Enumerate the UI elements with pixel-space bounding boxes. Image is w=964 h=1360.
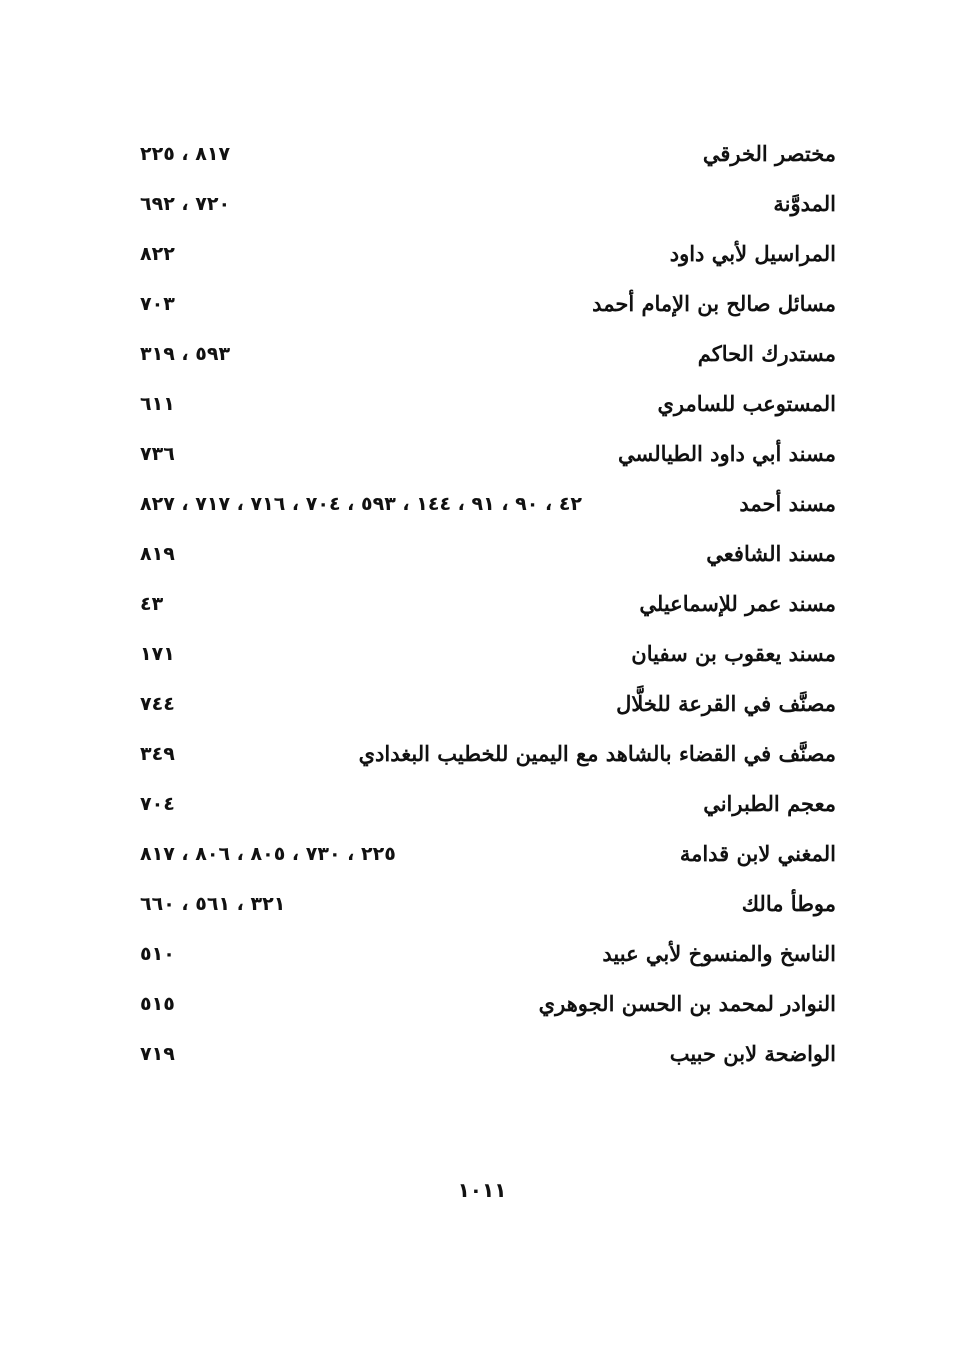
index-row: [140, 684, 836, 724]
index-row: [140, 184, 836, 224]
entry-pages: ٧٣٦: [140, 443, 175, 465]
entry-title: مصنَّف في القضاء بالشاهد مع اليمين للخطيب البغدادي: [358, 741, 836, 766]
index-row: [140, 734, 836, 774]
entry-pages: ٣٢١ ، ٥٦١ ، ٦٦٠: [140, 893, 286, 915]
entry-title: موطأ مالك: [741, 891, 836, 916]
entry-pages: ١٧١: [140, 643, 175, 665]
entry-pages: ٨١٧ ، ٢٢٥: [140, 143, 231, 165]
entry-pages: ٤٢ ، ٩٠ ، ٩١ ، ١٤٤ ، ٥٩٣ ، ٧٠٤ ، ٧١٦ ، ٧١٧ ، ٨٢٧: [140, 493, 583, 515]
index-row: [140, 1034, 836, 1074]
index-row: [140, 934, 836, 974]
index-row: [140, 334, 836, 374]
entry-pages: ٥١٠: [140, 943, 175, 965]
entry-pages: ٧١٩: [140, 1043, 175, 1065]
entry-title: مسند أحمد: [739, 491, 836, 516]
entry-pages: ٥٩٣ ، ٣١٩: [140, 343, 231, 365]
entry-pages: ٨٢٢: [140, 243, 175, 265]
entry-title: النوادر لمحمد بن الحسن الجوهري: [538, 991, 836, 1016]
index-row: [140, 284, 836, 324]
entry-title: المدوَّنة: [773, 191, 836, 216]
entry-title: مسند الشافعي: [706, 541, 836, 566]
index-row: [140, 584, 836, 624]
entry-pages: ٨١٩: [140, 543, 175, 565]
entry-title: الناسخ والمنسوخ لأبي عبيد: [602, 941, 836, 966]
index-row: [140, 134, 836, 174]
entry-pages: ٥١٥: [140, 993, 175, 1015]
entry-pages: ٣٤٩: [140, 743, 175, 765]
entry-title: مسند عمر للإسماعيلي: [639, 591, 836, 616]
entry-title: المراسيل لأبي داود: [669, 241, 836, 266]
entry-pages: ٧٠٤: [140, 793, 175, 815]
entry-pages: ٢٢٥ ، ٧٣٠ ، ٨٠٥ ، ٨٠٦ ، ٨١٧: [140, 843, 396, 865]
index-row: [140, 784, 836, 824]
entry-pages: ٧٠٣: [140, 293, 175, 315]
entry-title: مسند أبي داود الطيالسي: [618, 441, 836, 466]
page-number: ١٠١١: [457, 1178, 507, 1202]
index-row: [140, 884, 836, 924]
entry-title: معجم الطبراني: [703, 791, 836, 816]
entry-title: مسند يعقوب بن سفيان: [631, 641, 836, 666]
index-row: [140, 634, 836, 674]
index-row: [140, 484, 836, 524]
entry-title: مستدرك الحاكم: [697, 341, 836, 366]
index-row: [140, 434, 836, 474]
index-row: [140, 534, 836, 574]
entry-title: مصنَّف في القرعة للخلَّال: [616, 691, 836, 716]
entry-title: مسائل صالح بن الإمام أحمد: [592, 291, 836, 316]
index-row: [140, 984, 836, 1024]
index-row: [140, 234, 836, 274]
entry-title: مختصر الخرقي: [702, 141, 836, 166]
entry-pages: ٦١١: [140, 393, 175, 415]
entry-title: الواضحة لابن حبيب: [669, 1041, 836, 1066]
index-row: [140, 834, 836, 874]
entry-pages: ٤٣: [140, 593, 164, 615]
entry-pages: ٧٤٤: [140, 693, 175, 715]
entry-pages: ٧٢٠ ، ٦٩٢: [140, 193, 231, 215]
index-row: [140, 384, 836, 424]
entry-title: المغني لابن قدامة: [679, 841, 836, 866]
entry-title: المستوعب للسامري: [657, 391, 836, 416]
